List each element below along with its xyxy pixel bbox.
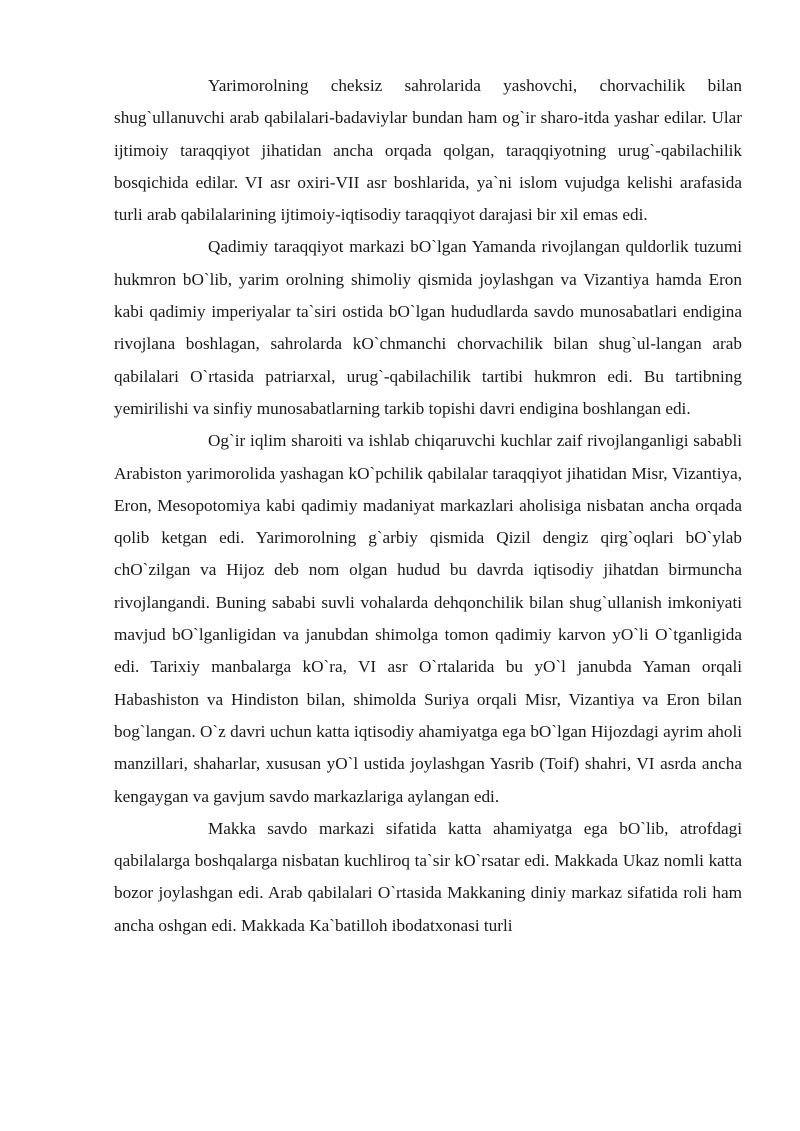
paragraph: Makka savdo markazi sifatida katta ahamiyatga ega bO`lib, atrofdagi qabilalarga boshqalarga nisbatan kuchliroq ta`sir kO`rsatar edi. Makkada Ukaz nomli katta bozor joylashgan edi. Arab qabilalari O`rtasida Makkaning diniy markaz sifatida roli ham ancha oshgan edi. Makkada Ka`batilloh ibodatxonasi turli [114,818,742,935]
paragraph: Yarimorolning cheksiz sahrolarida yashovchi, chorvachilik bilan shug`ullanuvchi arab qabilalari-badaviylar bundan ham og`ir sharo-itda yashar edilar. Ular ijtimoiy taraqqiyot jihatidan ancha orqada qolgan, taraqqiyotning urug`-qabilachilik bosqichida edilar. VI asr oxiri-VII asr boshlarida, ya`ni islom vujudga kelishi arafasida turli arab qabilalarining ijtimoiy-iqtisodiy taraqqiyot darajasi bir xil emas edi. [114,76,742,225]
document-page [114,70,742,942]
paragraph: Qadimiy taraqqiyot markazi bO`lgan Yamanda rivojlangan quldorlik tuzumi hukmron bO`lib, yarim orolning shimoliy qismida joylashgan va Vizantiya hamda Eron kabi qadimiy imperiyalar ta`siri ostida bO`lgan hududlarda savdo munosabatlari endigina rivojlana boshlagan, sahrolarda kO`chmanchi chorvachilik bilan shug`ul-langan arab qabilalari O`rtasida patriarxal, urug`-qabilachilik tartibi hukmron edi. Bu tartibning yemirilishi va sinfiy munosabatlarning tarkib topishi davri endigina boshlangan edi. [114,237,742,418]
paragraph: Og`ir iqlim sharoiti va ishlab chiqaruvchi kuchlar zaif rivojlanganligi sababli Arabiston yarimorolida yashagan kO`pchilik qabilalar taraqqiyot jihatidan Misr, Vizantiya, Eron, Mesopotomiya kabi qadimiy madaniyat markazlari aholisiga nisbatan ancha orqada qolib ketgan edi. Yarimorolning g`arbiy qismida Qizil dengiz qirg`oqlari bO`ylab chO`zilgan va Hijoz deb nom olgan hudud bu davrda iqtisodiy jihatdan birmuncha rivojlangandi. Buning sababi suvli vohalarda dehqonchilik bilan shug`ullanish imkoniyati mavjud bO`lganligidan va janubdan shimolga tomon qadimiy karvon yO`li O`tganligida edi. Tarixiy manbalarga kO`ra, VI asr O`rtalarida bu yO`l janubda Yaman orqali Habashiston va Hindiston bilan, shimolda Suriya orqali Misr, Vizantiya va Eron bilan bog`langan. O`z davri uchun katta iqtisodiy ahamiyatga ega bO`lgan Hijozdagi ayrim aholi manzillari, shaharlar, xususan yO`l ustida joylashgan Yasrib (Toif) shahri, VI asrda ancha kengaygan va gavjum savdo markazlariga aylangan edi. [114,431,742,806]
